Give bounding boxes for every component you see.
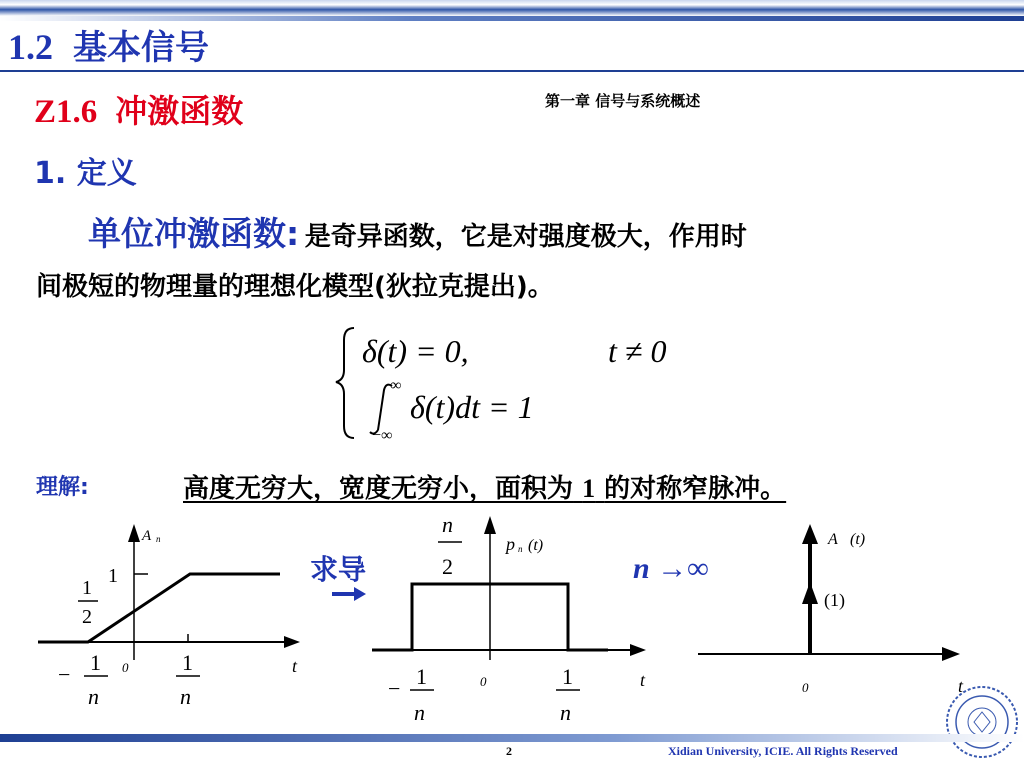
understanding-text-before: 高度无穷大，宽度无穷小，面积为 xyxy=(183,474,574,504)
graph-ramp-An xyxy=(30,510,320,710)
section-number: 1.2 xyxy=(8,27,53,67)
graph1-left-num: 1 xyxy=(90,650,101,675)
graph1-half-den: 2 xyxy=(82,606,92,628)
formula-row1-condition: t ≠ 0 xyxy=(608,333,667,369)
graph2-ylabel: p xyxy=(506,534,515,554)
graph1-y-arrow xyxy=(128,524,140,542)
top-decor-bar xyxy=(0,0,1024,16)
subsection-number: Z1.6 xyxy=(34,94,98,130)
section-title-text: 基本信号 xyxy=(73,28,209,68)
limit-var: n xyxy=(633,552,650,585)
definition-heading-text: 1. 定义 xyxy=(34,156,137,191)
section-title xyxy=(8,20,209,69)
graph3-ylabel: A xyxy=(828,531,838,548)
graph2-right-num: 1 xyxy=(562,664,573,689)
graph-pulse-pn xyxy=(368,510,668,730)
derivative-label: 求导 xyxy=(310,553,367,586)
graph3-x-arrow xyxy=(942,647,960,661)
graph1-xlabel: t xyxy=(292,656,298,676)
limit-arrow: →∞ xyxy=(649,552,709,585)
graph3-xlabel: t xyxy=(958,676,964,696)
bottom-decor-bar xyxy=(0,734,1024,742)
chapter-label: 第一章 信号与系统概述 xyxy=(545,92,701,110)
graph2-left-den: n xyxy=(414,700,425,725)
definition-line-2: 间极短的物理量的理想化模型(狄拉克提出)。 xyxy=(36,272,554,302)
delta-definition-formula xyxy=(330,318,710,448)
graph2-yarg: (t) xyxy=(528,537,544,554)
university-seal-logo xyxy=(944,684,1020,760)
header-divider xyxy=(0,70,1024,72)
graph1-ylabel: A xyxy=(142,528,152,544)
understanding-text xyxy=(183,468,786,505)
graph2-height-den: 2 xyxy=(442,554,453,579)
subsection-title xyxy=(34,86,243,132)
graph3-origin: 0 xyxy=(802,680,809,695)
graph1-left-den: n xyxy=(88,684,99,709)
page-number: 2 xyxy=(506,744,512,758)
graph2-xlabel: t xyxy=(640,670,646,690)
definition-term: 单位冲激函数: xyxy=(88,214,300,253)
understanding-text-after: 的对称窄脉冲。 xyxy=(604,474,787,504)
graph-impulse-A xyxy=(690,510,980,700)
graph1-left-sign: − xyxy=(58,662,71,687)
graph1-level-label: 1 xyxy=(108,565,118,587)
subsection-title-text: 冲激函数 xyxy=(115,92,244,130)
graph2-height-num: n xyxy=(442,512,453,537)
left-brace xyxy=(336,328,354,438)
derivative-arrow-icon xyxy=(330,584,370,604)
graph1-half-num: 1 xyxy=(82,577,92,599)
graph2-left-num: 1 xyxy=(416,664,427,689)
understanding-label: 理解: xyxy=(36,475,89,500)
copyright-text: Xidian University, ICIE. All Rights Reserved xyxy=(668,744,898,758)
graph2-right-den: n xyxy=(560,700,571,725)
graph1-ysub: n xyxy=(156,534,161,544)
definition-heading xyxy=(34,148,137,192)
graph3-impulse-arrow-mid xyxy=(802,582,818,604)
graph3-yarg: (t) xyxy=(850,531,866,548)
graph1-ramp-curve xyxy=(38,574,280,642)
integral-lower-limit: −∞ xyxy=(372,427,393,444)
understanding-text-number: 1 xyxy=(582,474,596,503)
graph1-right-num: 1 xyxy=(182,650,193,675)
graph2-y-arrow xyxy=(484,516,496,534)
formula-row1-lhs: δ(t) = 0, xyxy=(362,333,469,369)
graph1-origin: 0 xyxy=(122,660,129,675)
definition-text-1: 是奇异函数，它是对强度极大，作用时 xyxy=(304,222,747,252)
graph3-strength: (1) xyxy=(824,590,845,610)
graph1-right-den: n xyxy=(180,684,191,709)
definition-line-1 xyxy=(88,208,747,255)
graph2-x-arrow xyxy=(630,644,646,656)
graph2-left-sign: − xyxy=(388,676,401,701)
formula-row2-body: δ(t)dt = 1 xyxy=(410,389,534,425)
integral-upper-limit: ∞ xyxy=(390,377,402,394)
graph3-impulse-arrow-top xyxy=(802,524,818,544)
graph2-ysub: n xyxy=(518,544,523,554)
graph1-x-arrow xyxy=(284,636,300,648)
graph2-origin: 0 xyxy=(480,674,487,689)
